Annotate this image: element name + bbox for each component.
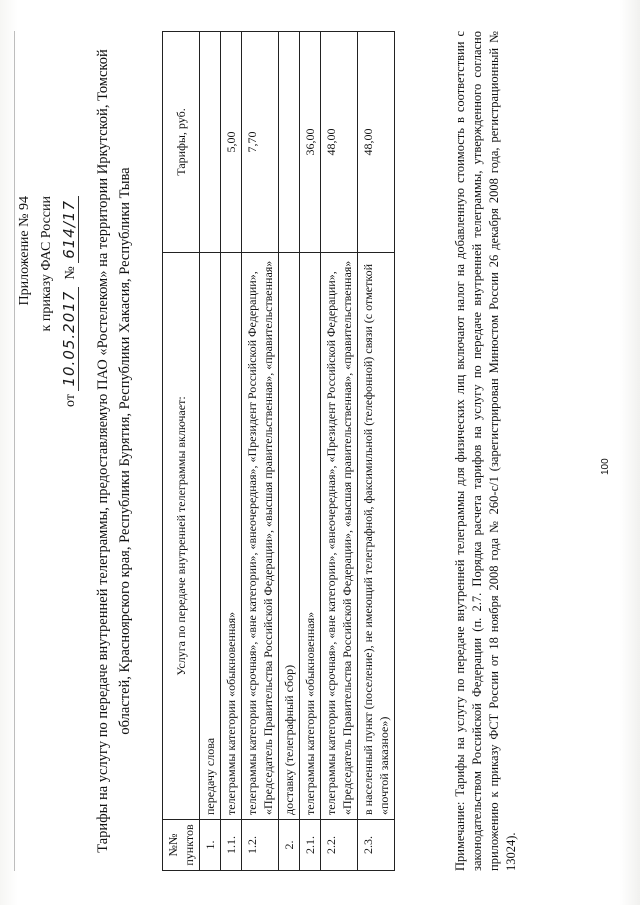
table-row <box>242 32 279 871</box>
header-service: Услуга по передаче внутренней телеграммы включает: <box>163 253 200 820</box>
handwritten-order-number: 614/17 <box>60 196 79 263</box>
row-service: телеграммы категории «обыкновенная» <box>300 253 321 820</box>
row-num: 1.1. <box>221 820 242 871</box>
row-num: 2.2. <box>321 820 358 871</box>
appendix-label: Приложение № 94 <box>17 196 32 306</box>
number-sign: № <box>63 266 78 280</box>
footnote: Примечание: Тарифы на услугу по передаче внутренней телеграммы для физических лиц включают налог на добавленную стоимость в соответствии с законодательством Российской Федерации (п. 2.7. Порядка расчета тарифов на услугу по передаче внутренней телеграммы, утвержденного согласно приложению к приказу ФСТ России от 18 ноября 2008 года № 260-с/1 (зарегистрирован Минюстом России 26 декабря 2008 года, регистрационный № 13024). <box>453 31 518 871</box>
row-price: 5,00 <box>221 32 242 253</box>
row-num: 2.3. <box>358 820 395 871</box>
row-price: 48,00 <box>358 32 395 253</box>
page-number: 100 <box>600 458 611 475</box>
document-title: Тарифы на услугу по передаче внутренней телеграммы, предоставляемую ПАО «Ростелеком» на территории Иркутской, Томской областей, Красноярского края, Республики Бурятия, Республики Хакасия, Республики Тыва <box>95 49 133 853</box>
handwritten-date: 10.05.2017 <box>60 287 79 391</box>
row-num: 2.1. <box>300 820 321 871</box>
row-service: в населенный пункт (поселение), не имеющий телеграфной, факсимильной (телефонной) связи (с отметкой «почтой заказное») <box>358 253 395 820</box>
order-reference: к приказу ФАС России <box>39 196 54 332</box>
date-prefix: от <box>63 394 78 407</box>
row-price <box>279 32 300 253</box>
row-price <box>200 32 221 253</box>
row-num: 1.2. <box>242 820 279 871</box>
appendix-header <box>14 196 82 476</box>
row-service: телеграммы категории «срочная», «вне категории», «внеочередная», «Президент Российской Федерации», «Председатель Правительства Российской Федерации», «высшая правительственная», «правительственная» <box>321 253 358 820</box>
row-service: передачу слова <box>200 253 221 820</box>
row-num: 2. <box>279 820 300 871</box>
row-service: телеграммы категории «обыкновенная» <box>221 253 242 820</box>
row-price: 7,70 <box>242 32 279 253</box>
table-row <box>221 32 242 871</box>
table-header-row <box>163 32 200 871</box>
header-num: №№ пунктов <box>163 820 200 871</box>
table-row <box>321 32 358 871</box>
row-service: телеграммы категории «срочная», «вне категории», «внеочередная», «Президент Российской Федерации», «Председатель Правительства Российской Федерации», «высшая правительственная», «правительственная» <box>242 253 279 820</box>
table-row <box>358 32 395 871</box>
row-service: доставку (телеграфный сбор) <box>279 253 300 820</box>
row-num: 1. <box>200 820 221 871</box>
tariff-table <box>162 31 395 871</box>
table-row <box>279 32 300 871</box>
order-date-line <box>58 196 82 476</box>
table-row <box>200 32 221 871</box>
table-row <box>300 32 321 871</box>
row-price: 36,00 <box>300 32 321 253</box>
row-price: 48,00 <box>321 32 358 253</box>
header-price: Тарифы, руб. <box>163 32 200 253</box>
